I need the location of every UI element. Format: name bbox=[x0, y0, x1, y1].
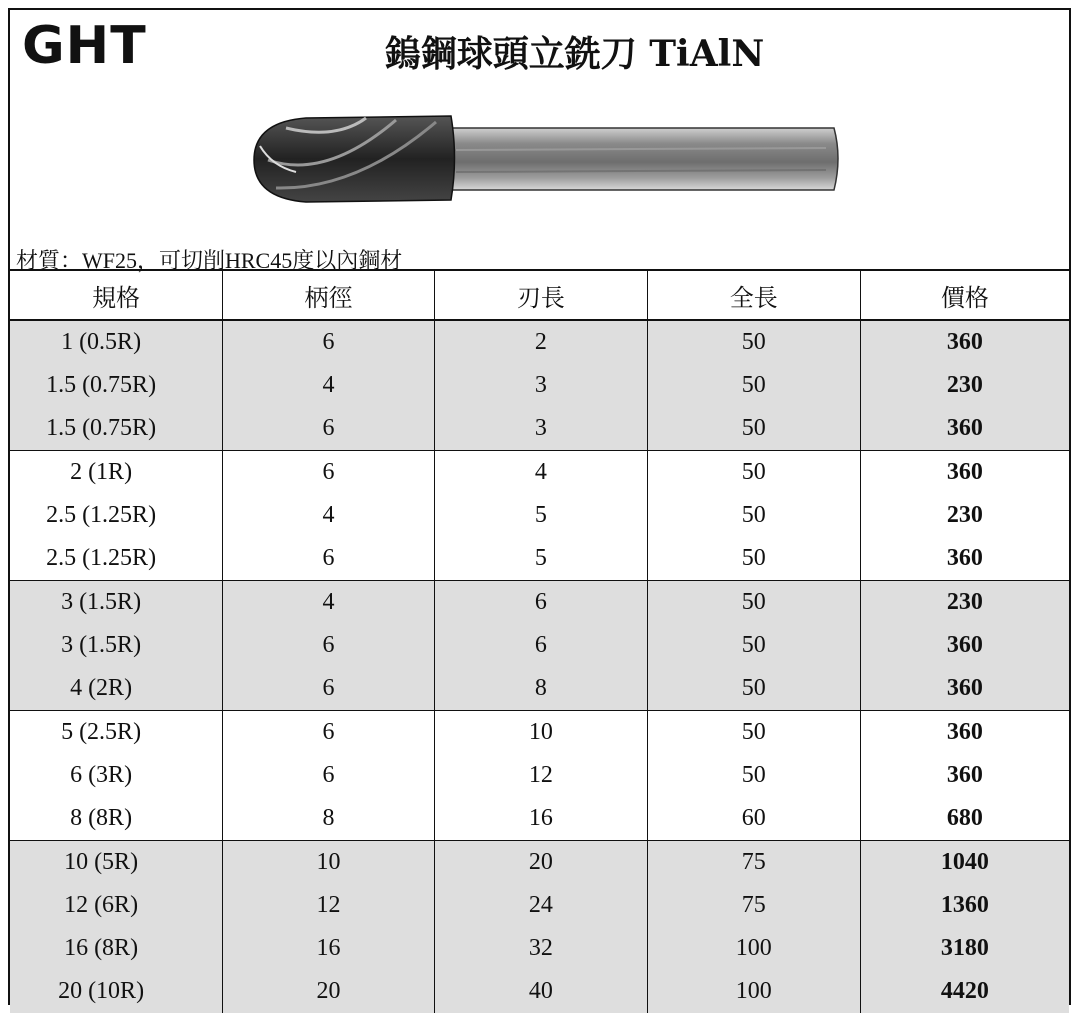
spec-table-body bbox=[10, 320, 1069, 1013]
ball-end-mill-image bbox=[246, 110, 846, 210]
table-row bbox=[10, 537, 1069, 581]
cell-price: 230 bbox=[860, 494, 1069, 537]
cell-overall-length: 100 bbox=[647, 927, 860, 970]
cell-spec: 10 (5R) bbox=[10, 841, 223, 885]
cell-spec: 12 (6R) bbox=[10, 884, 223, 927]
brand-logo: GHT bbox=[22, 16, 147, 76]
cell-shank-diameter: 6 bbox=[223, 537, 435, 581]
cell-overall-length: 50 bbox=[647, 364, 860, 407]
cell-spec: 16 (8R) bbox=[10, 927, 223, 970]
cell-spec: 2.5 (1.25R) bbox=[10, 537, 223, 581]
cell-overall-length: 100 bbox=[647, 970, 860, 1013]
cell-overall-length: 50 bbox=[647, 624, 860, 667]
header-cutting-length: 刃長 bbox=[434, 270, 647, 320]
cell-spec: 8 (8R) bbox=[10, 797, 223, 841]
cell-price: 360 bbox=[860, 711, 1069, 755]
cell-cutting-length: 24 bbox=[434, 884, 647, 927]
table-row bbox=[10, 451, 1069, 495]
cell-cutting-length: 8 bbox=[434, 667, 647, 711]
table-row bbox=[10, 884, 1069, 927]
cell-shank-diameter: 16 bbox=[223, 927, 435, 970]
cell-price: 4420 bbox=[860, 970, 1069, 1013]
table-row bbox=[10, 667, 1069, 711]
cell-shank-diameter: 6 bbox=[223, 711, 435, 755]
cell-overall-length: 75 bbox=[647, 841, 860, 885]
cell-shank-diameter: 4 bbox=[223, 494, 435, 537]
header-shank-diameter: 柄徑 bbox=[223, 270, 435, 320]
table-row bbox=[10, 407, 1069, 451]
cell-spec: 20 (10R) bbox=[10, 970, 223, 1013]
cell-spec: 4 (2R) bbox=[10, 667, 223, 711]
cell-overall-length: 50 bbox=[647, 581, 860, 625]
cell-shank-diameter: 8 bbox=[223, 797, 435, 841]
table-row bbox=[10, 970, 1069, 1013]
cell-cutting-length: 2 bbox=[434, 320, 647, 364]
cell-overall-length: 60 bbox=[647, 797, 860, 841]
header-row bbox=[10, 270, 1069, 320]
cell-price: 680 bbox=[860, 797, 1069, 841]
cell-shank-diameter: 20 bbox=[223, 970, 435, 1013]
cell-cutting-length: 20 bbox=[434, 841, 647, 885]
cell-overall-length: 50 bbox=[647, 451, 860, 495]
cell-overall-length: 75 bbox=[647, 884, 860, 927]
cell-overall-length: 50 bbox=[647, 537, 860, 581]
cell-price: 360 bbox=[860, 407, 1069, 451]
table-row bbox=[10, 320, 1069, 364]
cell-price: 360 bbox=[860, 320, 1069, 364]
table-row bbox=[10, 927, 1069, 970]
table-row bbox=[10, 711, 1069, 755]
cell-spec: 1 (0.5R) bbox=[10, 320, 223, 364]
spec-table bbox=[10, 269, 1069, 1013]
cell-overall-length: 50 bbox=[647, 754, 860, 797]
cell-overall-length: 50 bbox=[647, 667, 860, 711]
cell-shank-diameter: 10 bbox=[223, 841, 435, 885]
cell-cutting-length: 12 bbox=[434, 754, 647, 797]
table-row bbox=[10, 754, 1069, 797]
cell-price: 360 bbox=[860, 667, 1069, 711]
product-title: 鎢鋼球頭立銑刀 TiAlN bbox=[384, 33, 765, 75]
table-row bbox=[10, 364, 1069, 407]
cell-cutting-length: 32 bbox=[434, 927, 647, 970]
cell-overall-length: 50 bbox=[647, 320, 860, 364]
header-price: 價格 bbox=[860, 270, 1069, 320]
cell-price: 1040 bbox=[860, 841, 1069, 885]
cell-spec: 5 (2.5R) bbox=[61, 719, 142, 745]
cell-spec: 3 (1.5R) bbox=[10, 624, 223, 667]
cell-shank-diameter: 12 bbox=[223, 884, 435, 927]
table-row bbox=[10, 797, 1069, 841]
cell-spec: 1.5 (0.75R) bbox=[10, 407, 223, 451]
cell-cutting-length: 40 bbox=[434, 970, 647, 1013]
cell-spec: 2.5 (1.25R) bbox=[46, 502, 157, 528]
table-row bbox=[10, 581, 1069, 625]
cell-cutting-length: 5 bbox=[434, 537, 647, 581]
cell-price: 1360 bbox=[860, 884, 1069, 927]
cell-price: 360 bbox=[860, 624, 1069, 667]
cell-overall-length: 50 bbox=[647, 494, 860, 537]
cell-price: 360 bbox=[860, 754, 1069, 797]
cell-price: 3180 bbox=[860, 927, 1069, 970]
cell-shank-diameter: 6 bbox=[223, 754, 435, 797]
cell-price: 230 bbox=[860, 364, 1069, 407]
cell-cutting-length: 3 bbox=[434, 407, 647, 451]
header-spec: 規格 bbox=[10, 270, 223, 320]
header-overall-length: 全長 bbox=[647, 270, 860, 320]
cell-price: 360 bbox=[860, 451, 1069, 495]
cell-shank-diameter: 6 bbox=[223, 451, 435, 495]
cell-shank-diameter: 6 bbox=[223, 407, 435, 451]
cell-spec: 6 (3R) bbox=[70, 762, 133, 788]
cell-spec: 1.5 (0.75R) bbox=[10, 364, 223, 407]
cell-cutting-length: 5 bbox=[434, 494, 647, 537]
cell-cutting-length: 10 bbox=[434, 711, 647, 755]
cell-shank-diameter: 6 bbox=[223, 624, 435, 667]
cell-price: 360 bbox=[860, 537, 1069, 581]
cell-cutting-length: 16 bbox=[434, 797, 647, 841]
table-row bbox=[10, 624, 1069, 667]
cell-shank-diameter: 6 bbox=[223, 320, 435, 364]
table-row bbox=[10, 841, 1069, 885]
cell-price: 230 bbox=[860, 581, 1069, 625]
cell-cutting-length: 6 bbox=[434, 624, 647, 667]
material-note: 材質：WF25，可切削HRC45度以內鋼材 bbox=[16, 248, 403, 273]
cell-spec: 2 (1R) bbox=[70, 459, 133, 485]
catalog-sheet bbox=[8, 8, 1071, 1005]
cell-shank-diameter: 6 bbox=[223, 667, 435, 711]
cell-spec: 3 (1.5R) bbox=[10, 581, 223, 625]
cell-cutting-length: 6 bbox=[434, 581, 647, 625]
cell-shank-diameter: 4 bbox=[223, 364, 435, 407]
table-row bbox=[10, 494, 1069, 537]
cell-overall-length: 50 bbox=[647, 711, 860, 755]
cell-cutting-length: 4 bbox=[434, 451, 647, 495]
cell-shank-diameter: 4 bbox=[223, 581, 435, 625]
cell-overall-length: 50 bbox=[647, 407, 860, 451]
cell-cutting-length: 3 bbox=[434, 364, 647, 407]
